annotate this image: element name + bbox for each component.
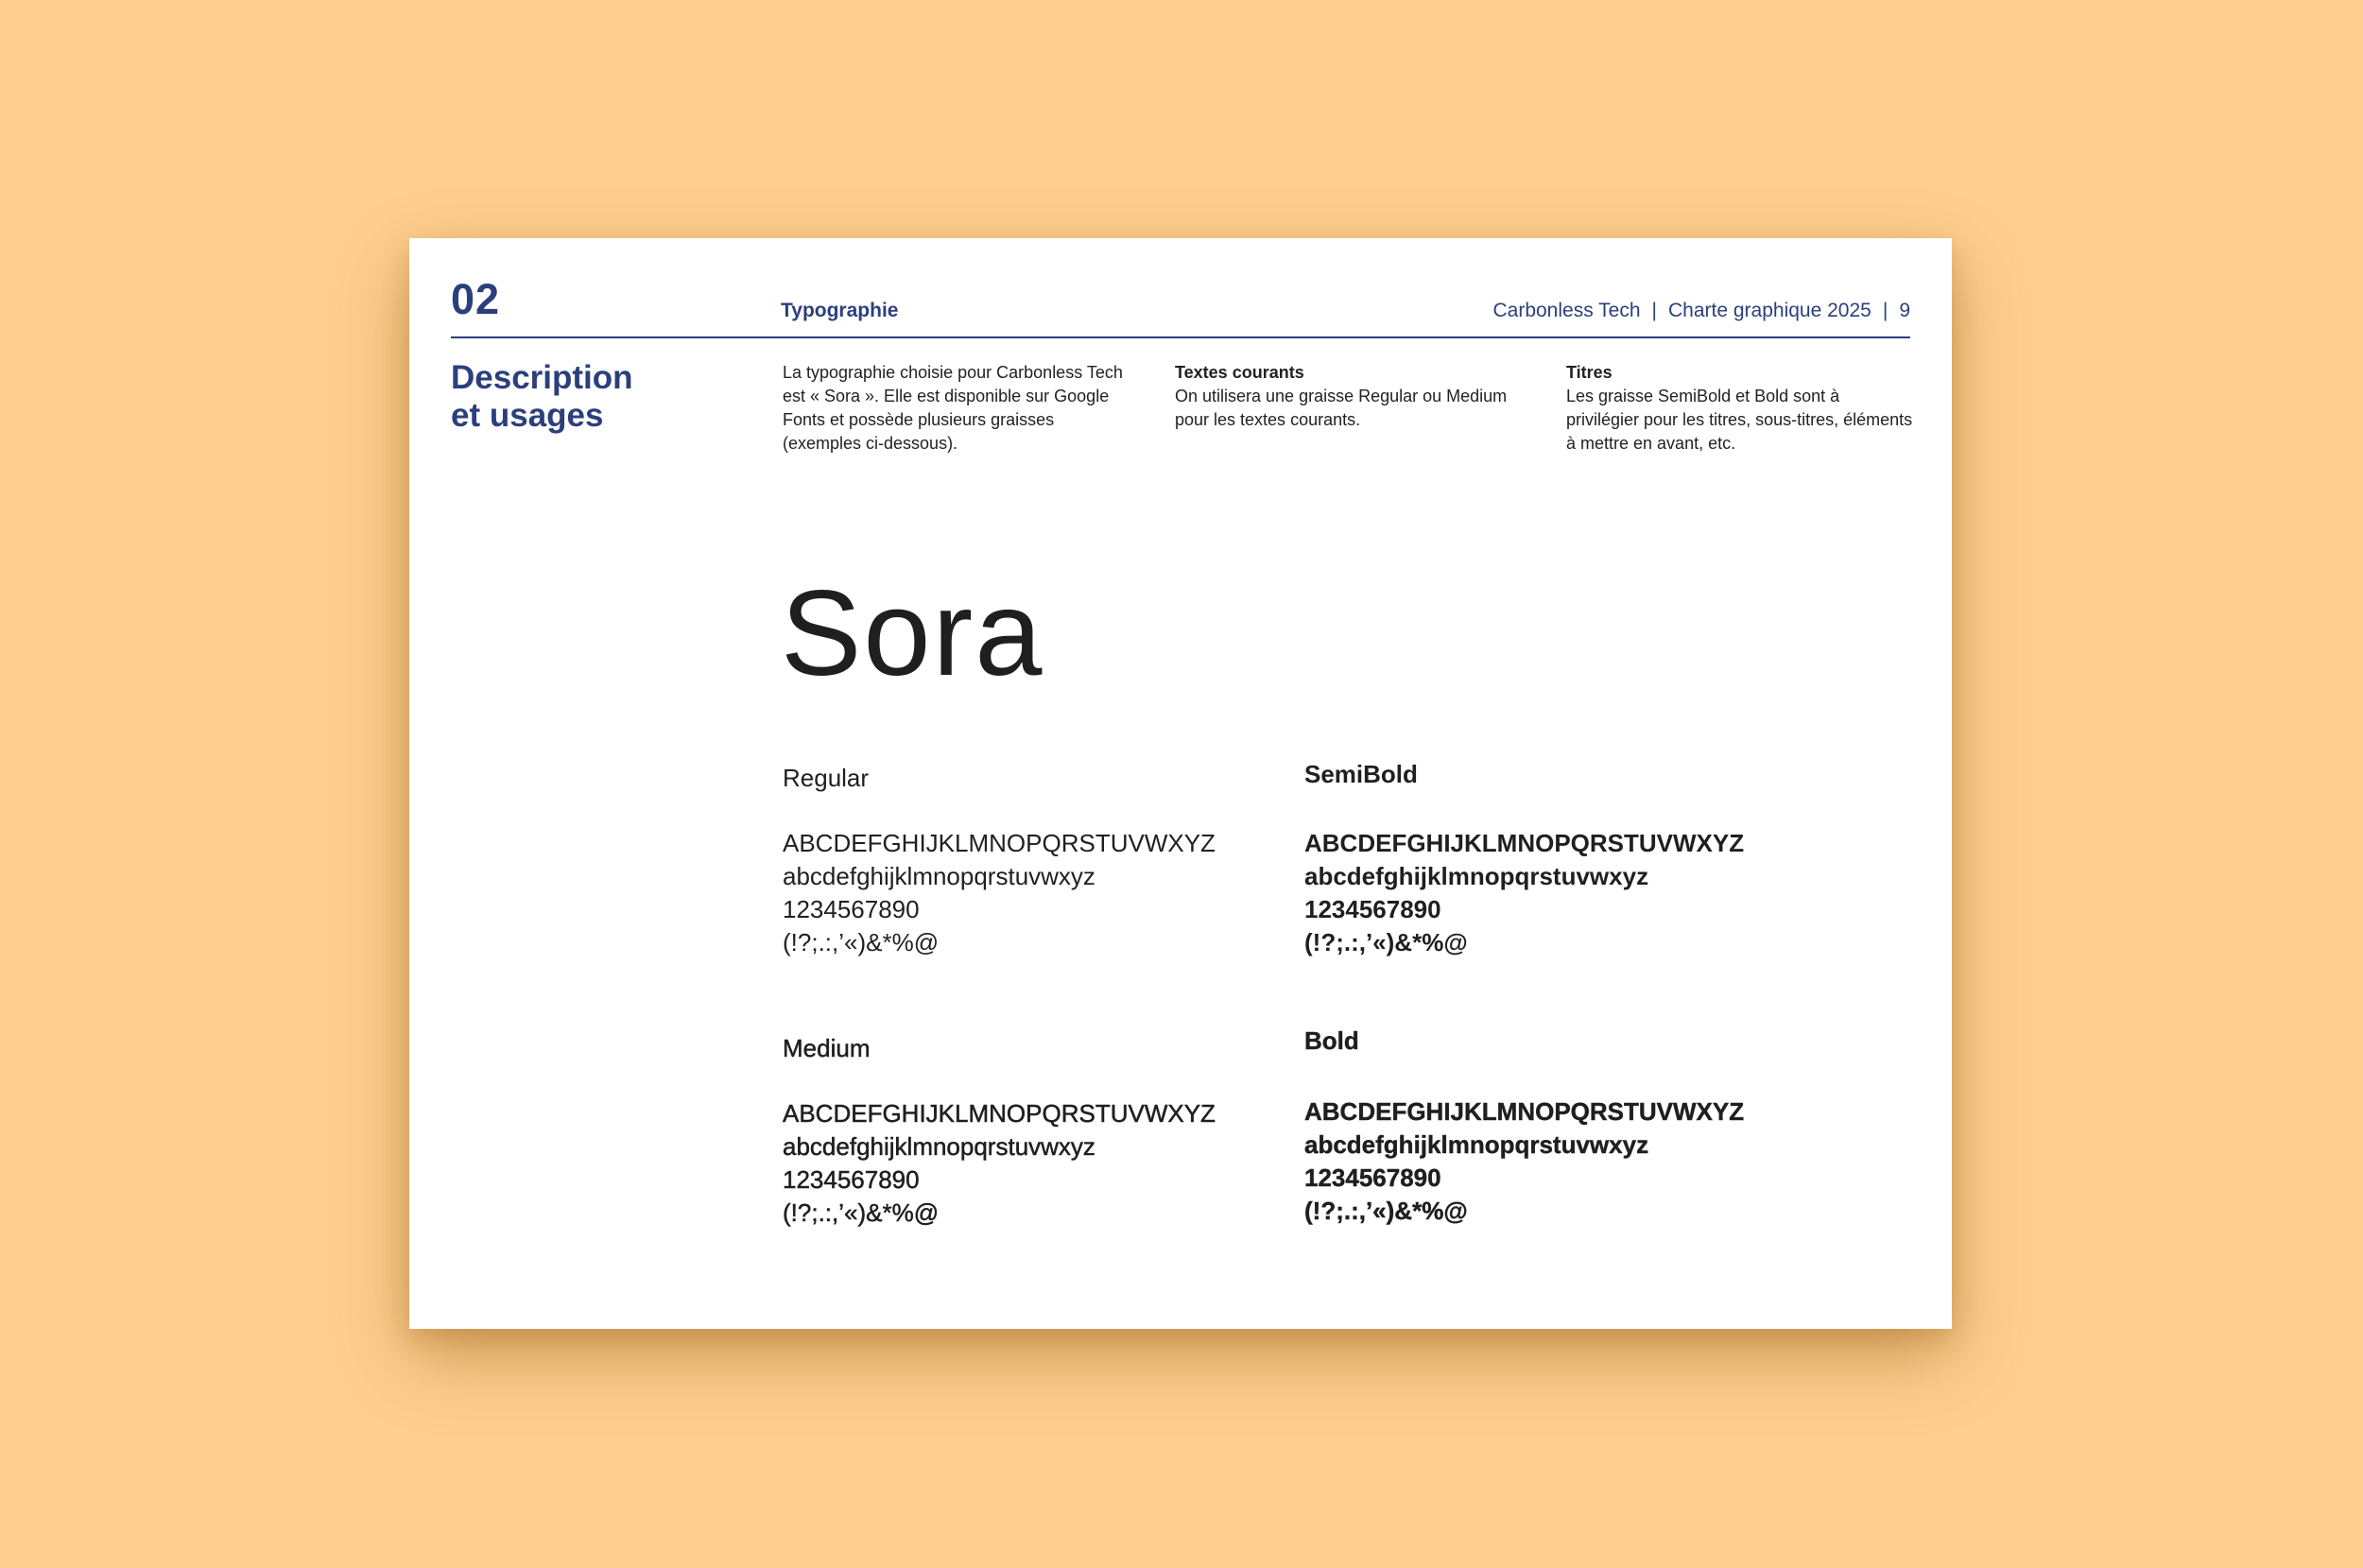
- digit-glyphs: 1234567890: [783, 1165, 920, 1194]
- header-divider: [451, 336, 1910, 338]
- chapter-number: 02: [451, 275, 501, 323]
- uppercase-glyphs: ABCDEFGHIJKLMNOPQRSTUVWXYZ: [783, 829, 1216, 857]
- section-label: Typographie: [781, 300, 899, 321]
- lowercase-glyphs: abcdefghijklmnopqrstuvwxyz: [1304, 1130, 1649, 1159]
- glyph-specimen: [1304, 1095, 1744, 1228]
- page-title-line2: et usages: [451, 397, 604, 434]
- weight-specimen-semibold: [1304, 762, 1744, 959]
- digit-glyphs: 1234567890: [783, 895, 920, 923]
- titles-guidance: [1566, 361, 1916, 456]
- symbol-glyphs: (!?;.:,’«)&*%@: [783, 928, 940, 956]
- weight-name: Regular: [783, 764, 870, 792]
- lowercase-glyphs: abcdefghijklmnopqrstuvwxyz: [783, 1132, 1095, 1161]
- weight-name: Medium: [783, 1034, 871, 1062]
- titles-description: Les graisse SemiBold et Bold sont à privilégier pour les titres, sous-titres, éléments à mettre en avant, etc.: [1566, 387, 1913, 453]
- symbol-glyphs: (!?;.:,’«)&*%@: [783, 1198, 940, 1227]
- document-title: Charte graphique 2025: [1668, 300, 1871, 321]
- separator: |: [1651, 300, 1657, 321]
- body-text-heading: Textes courants: [1175, 363, 1304, 382]
- weight-name: SemiBold: [1304, 760, 1418, 788]
- brand-guideline-page: [409, 238, 1952, 1329]
- page-title: [451, 359, 734, 435]
- separator: |: [1882, 300, 1889, 321]
- page-number: 9: [1899, 300, 1910, 321]
- lowercase-glyphs: abcdefghijklmnopqrstuvwxyz: [1304, 862, 1649, 890]
- lowercase-glyphs: abcdefghijklmnopqrstuvwxyz: [783, 862, 1095, 890]
- intro-paragraph: La typographie choisie pour Carbonless Tech est « Sora ». Elle est disponible sur Google Fonts et possède plusieurs graisses (exemples ci-dessous).: [783, 363, 1123, 453]
- uppercase-glyphs: ABCDEFGHIJKLMNOPQRSTUVWXYZ: [1304, 829, 1745, 857]
- symbol-glyphs: (!?;.:,’«)&*%@: [1304, 928, 1468, 956]
- weight-specimen-bold: [1304, 1028, 1744, 1228]
- symbol-glyphs: (!?;.:,’«)&*%@: [1304, 1197, 1468, 1225]
- glyph-specimen: [1304, 827, 1744, 959]
- glyph-specimen: [783, 1097, 1216, 1230]
- body-text-description: On utilisera une graisse Regular ou Medium pour les textes courants.: [1175, 387, 1508, 429]
- body-text-guidance: [1175, 361, 1525, 432]
- header-meta: [1492, 301, 1910, 320]
- digit-glyphs: 1234567890: [1304, 1163, 1441, 1192]
- font-name-display: Sora: [781, 566, 1044, 701]
- weight-specimen-regular: [783, 766, 1216, 959]
- digit-glyphs: 1234567890: [1304, 895, 1441, 923]
- titles-heading: Titres: [1566, 363, 1613, 382]
- page-title-line1: Description: [451, 359, 633, 396]
- glyph-specimen: [783, 827, 1216, 959]
- company-name: Carbonless Tech: [1492, 300, 1641, 321]
- weight-name: Bold: [1304, 1026, 1359, 1055]
- weight-specimen-medium: [783, 1036, 1216, 1230]
- uppercase-glyphs: ABCDEFGHIJKLMNOPQRSTUVWXYZ: [1304, 1097, 1745, 1126]
- uppercase-glyphs: ABCDEFGHIJKLMNOPQRSTUVWXYZ: [783, 1099, 1216, 1128]
